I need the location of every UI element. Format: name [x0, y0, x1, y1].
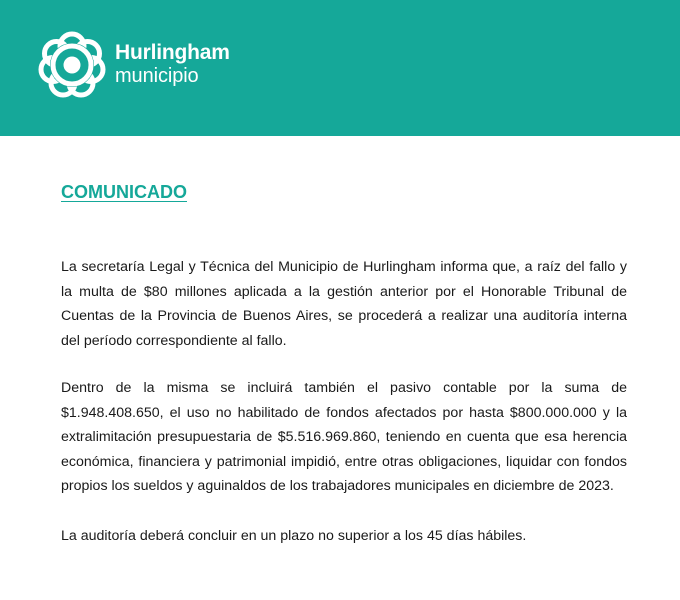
document-title: COMUNICADO [61, 182, 187, 202]
logo-subtitle: municipio [115, 65, 199, 87]
paragraph-audit-announcement: La secretaría Legal y Técnica del Municipio de Hurlingham informa que, a raíz del fallo y la multa de $80 millones aplicada a la gestión anterior por el Honorable Tribunal de Cuentas de la Provincia de Buenos Aires, se procederá a realizar una auditoría interna del período correspondiente al fallo. [61, 259, 627, 349]
logo-name: Hurlingham [115, 41, 230, 64]
flower-icon [38, 31, 106, 99]
logo-wordmark [115, 42, 230, 86]
paragraph-audit-deadline: La auditoría deberá concluir en un plazo no superior a los 45 días hábiles. [61, 528, 527, 544]
paragraph-audit-scope: Dentro de la misma se incluirá también el pasivo contable por la suma de $1.948.408.650, el uso no habilitado de fondos afectados por hasta $800.000.000 y la extralimitación presupuestaria de $5.516.969.860, teniendo en cuenta que esa herencia económica, financiera y patrimonial impidió, entre otras obligaciones, liquidar con fondos propios los sueldos y aguinaldos de los trabajadores municipales en diciembre de 2023. [61, 380, 627, 494]
header-banner [0, 0, 680, 136]
